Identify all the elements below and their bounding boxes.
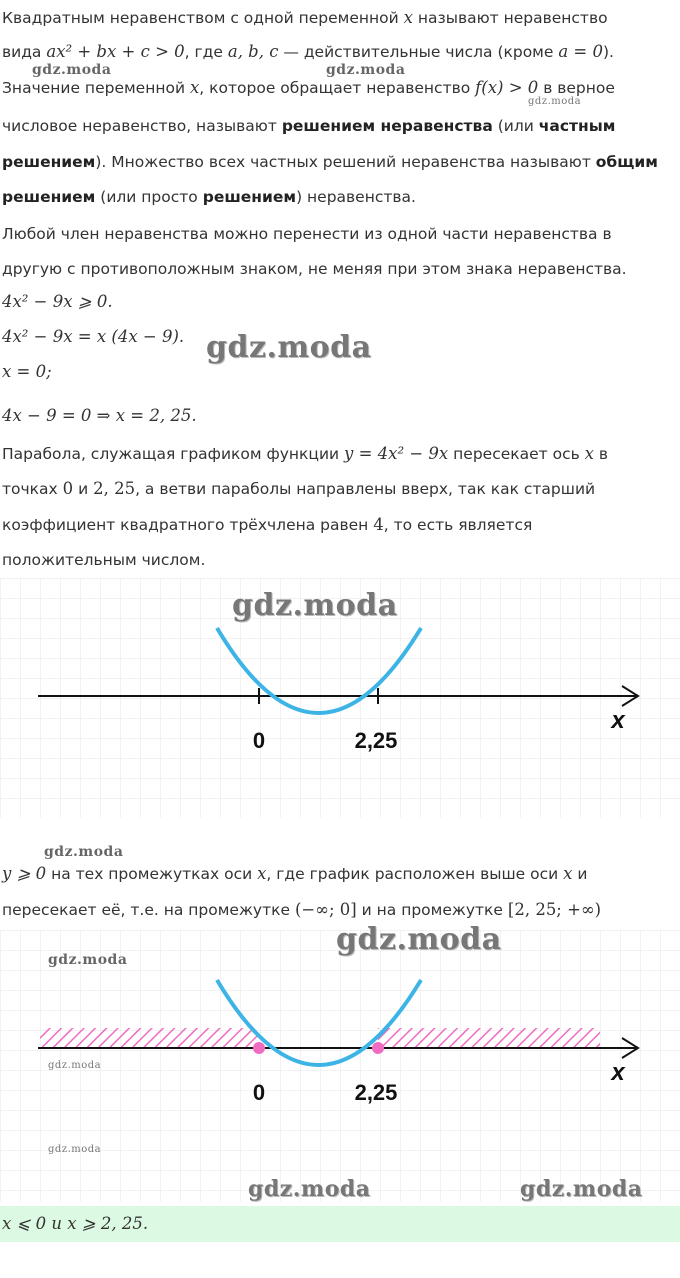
math: [2, 25; +∞) — [507, 900, 602, 919]
watermark-logo: gdz.moda — [520, 1176, 643, 1202]
point-root — [372, 1042, 384, 1054]
point-zero — [253, 1042, 265, 1054]
hatch-left — [40, 1028, 259, 1048]
equation-3: x = 0; — [2, 362, 52, 381]
text: пересекает её, т.е. на промежутке — [2, 901, 295, 919]
text: , а ветви параболы направлены вверх, так как старший — [135, 480, 596, 498]
watermark-logo: gdz.moda — [232, 588, 398, 623]
text: в верное — [538, 79, 615, 97]
intro-line-4 — [2, 116, 615, 136]
parabola-line-2 — [2, 479, 595, 499]
answer-box — [0, 1206, 680, 1242]
text: , где график расположен выше оси — [266, 865, 564, 883]
math: x — [403, 8, 413, 27]
bold-term: общим — [595, 153, 658, 171]
math: x — [584, 444, 594, 463]
math: a, b, c — [227, 42, 279, 61]
text: , где — [184, 43, 228, 61]
parabola-line-1 — [2, 444, 608, 464]
bold-term: решением неравенства — [281, 117, 493, 135]
bold-term: частным — [538, 117, 616, 135]
text: и — [73, 480, 94, 498]
text: — действительные числа (кроме — [278, 43, 559, 61]
label-root: 2,25 — [354, 728, 398, 753]
hatch-right — [378, 1028, 600, 1048]
text: называют неравенство — [412, 9, 608, 27]
text: Значение переменной — [2, 79, 190, 97]
label-zero: 0 — [252, 728, 266, 753]
watermark-logo: gdz.moda — [326, 62, 406, 78]
bold-term: решением — [202, 188, 297, 206]
text: (или просто — [95, 188, 203, 206]
text: на тех промежутках оси — [46, 865, 258, 883]
math: x — [257, 864, 267, 883]
math: x — [189, 78, 200, 97]
watermark-logo: gdz.moda — [44, 844, 124, 860]
text: (или — [492, 117, 539, 135]
text: и — [572, 865, 588, 883]
text: Квадратным неравенством с одной переменной — [2, 9, 404, 27]
text: числовое неравенство, называют — [2, 117, 282, 135]
math: 2, 25 — [93, 479, 136, 498]
math: 0 — [62, 479, 74, 498]
text: вида — [2, 43, 47, 61]
text: , которое обращает неравенство — [199, 79, 476, 97]
solution-graph — [0, 930, 680, 1202]
condition-line-1 — [2, 864, 587, 884]
math: f(x) > 0 — [475, 78, 539, 97]
text: в — [593, 445, 609, 463]
condition-line-2 — [2, 900, 601, 920]
bold-term: решением — [2, 188, 96, 206]
bold-term: решением — [2, 153, 96, 171]
watermark-logo: gdz.moda — [32, 62, 112, 78]
intro-line-6 — [2, 187, 416, 207]
watermark-logo: gdz.moda — [48, 1144, 102, 1155]
math: a = 0 — [558, 42, 603, 61]
watermark-logo: gdz.moda — [528, 96, 582, 107]
parabola-line-4: положительным числом. — [2, 551, 206, 569]
math: (−∞; 0] — [294, 900, 357, 919]
math: y ⩾ 0 — [2, 864, 47, 883]
grid — [0, 930, 680, 1202]
watermark-logo: gdz.moda — [206, 330, 372, 365]
intro-line-3 — [2, 78, 615, 98]
watermark-logo: gdz.moda — [248, 1176, 371, 1202]
text: ). — [603, 43, 614, 61]
text: ). Множество всех частных решений неравенства называют — [95, 153, 596, 171]
text: точках — [2, 480, 63, 498]
answer-text: x ⩽ 0 и x ⩾ 2, 25. — [2, 1214, 149, 1233]
intro-line-8: другую с противоположным знаком, не меняя при этом знака неравенства. — [2, 260, 627, 278]
equation-4: 4x − 9 = 0 ⇒ x = 2, 25. — [2, 406, 197, 425]
math: y = 4x² − 9x — [344, 444, 449, 463]
equation-2: 4x² − 9x = x (4x − 9). — [2, 327, 185, 346]
axis-label-x: x — [611, 707, 625, 734]
text: пересекает ось — [448, 445, 585, 463]
text: и на промежутке — [356, 901, 508, 919]
text: коэффициент квадратного трёхчлена равен — [2, 516, 374, 534]
label-zero: 0 — [252, 1080, 266, 1105]
text: , то есть является — [383, 516, 533, 534]
axis-label-x: x — [611, 1059, 625, 1086]
intro-line-5 — [2, 152, 658, 172]
watermark-logo: gdz.moda — [336, 922, 502, 957]
watermark-logo: gdz.moda — [48, 952, 128, 968]
parabola-line-3 — [2, 515, 532, 535]
label-root: 2,25 — [354, 1080, 398, 1105]
intro-line-2 — [2, 42, 614, 62]
math: ax² + bx + c > 0 — [46, 42, 185, 61]
text: ) неравенства. — [296, 188, 416, 206]
math: 4 — [373, 515, 384, 534]
text: Парабола, служащая графиком функции — [2, 445, 345, 463]
intro-line-1 — [2, 8, 608, 28]
math: x — [563, 864, 573, 883]
equation-1: 4x² − 9x ⩾ 0. — [2, 292, 113, 311]
intro-line-7: Любой член неравенства можно перенести из одной части неравенства в — [2, 225, 612, 243]
watermark-logo: gdz.moda — [48, 1060, 102, 1071]
